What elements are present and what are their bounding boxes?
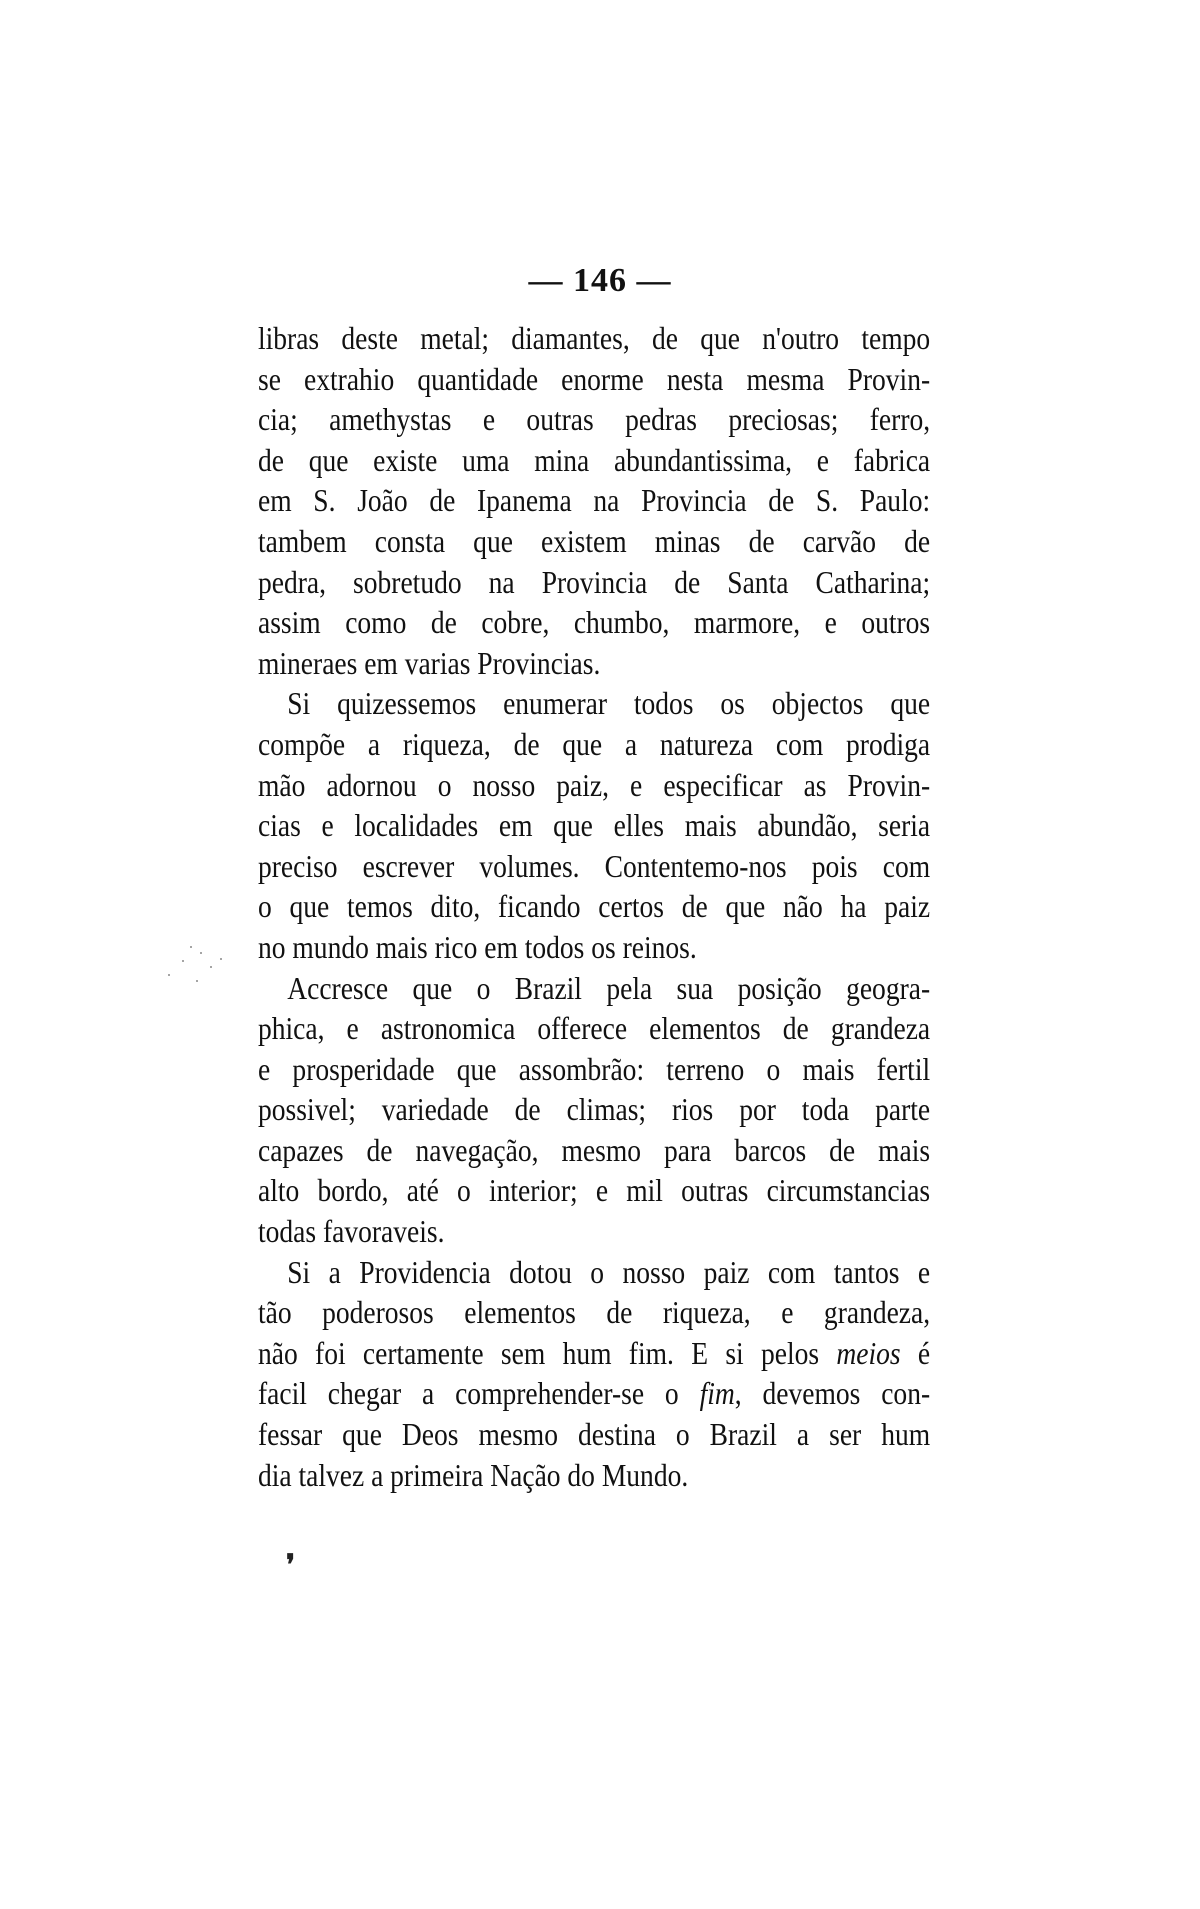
- text-line: mineraes em varias Provincias.: [258, 644, 601, 681]
- text-line: Si a Providencia dotou o nosso paiz com tantos e: [287, 1253, 931, 1290]
- text-line: fessar que Deos mesmo destina o Brazil a ser hum: [258, 1416, 931, 1453]
- text-line: dia talvez a primeira Nação do Mundo.: [258, 1456, 689, 1493]
- text-line: todas favoraveis.: [258, 1213, 445, 1250]
- text-line: mão adornou o nosso paiz, e especificar as Provin-: [258, 766, 931, 803]
- text-line: pedra, sobretudo na Provincia de Santa Catharina;: [258, 563, 931, 600]
- text-line: libras deste metal; diamantes, de que n'outro tempo: [258, 320, 931, 356]
- body-text: [258, 318, 930, 1495]
- text-line: se extrahio quantidade enorme nesta mesma Provin-: [258, 360, 931, 397]
- text-line: de que existe uma mina abundantissima, e fabrica: [258, 441, 931, 478]
- text-line: Accresce que o Brazil pela sua posição geogra-: [287, 969, 931, 1006]
- text-line: phica, e astronomica offerece elementos de grandeza: [258, 1010, 931, 1047]
- text-line: o que temos dito, ficando certos de que não ha paiz: [258, 888, 931, 925]
- text-line: compõe a riqueza, de que a natureza com prodiga: [258, 725, 931, 762]
- text-line: cias e localidades em que elles mais abundão, seria: [258, 807, 931, 844]
- text-line: tão poderosos elementos de riqueza, e grandeza,: [258, 1294, 931, 1331]
- text-line: Si quizessemos enumerar todos os objectos que: [287, 685, 931, 722]
- text-line: possivel; variedade de climas; rios por toda parte: [258, 1091, 931, 1128]
- text-line: tambem consta que existem minas de carvão de: [258, 522, 931, 559]
- ink-mark: ❜: [286, 1550, 296, 1581]
- page-number: — 146 —: [528, 262, 672, 299]
- text-line: assim como de cobre, chumbo, marmore, e outros: [258, 604, 931, 641]
- text-line: cia; amethystas e outras pedras preciosas; ferro,: [258, 401, 931, 438]
- text-line: não foi certamente sem hum fim. E si pelos meios é: [258, 1334, 931, 1371]
- text-line: e prosperidade que assombrão: terreno o mais fertil: [258, 1050, 931, 1087]
- paper-blemish: [160, 940, 250, 1010]
- text-line: em S. João de Ipanema na Provincia de S. Paulo:: [258, 482, 931, 519]
- text-line: no mundo mais rico em todos os reinos.: [258, 928, 697, 965]
- text-line: facil chegar a comprehender-se o fim, devemos con-: [258, 1375, 931, 1412]
- text-line: alto bordo, até o interior; e mil outras circumstancias: [258, 1172, 931, 1209]
- text-line: capazes de navegação, mesmo para barcos de mais: [258, 1131, 931, 1168]
- text-line: preciso escrever volumes. Contentemo-nos pois com: [258, 847, 931, 884]
